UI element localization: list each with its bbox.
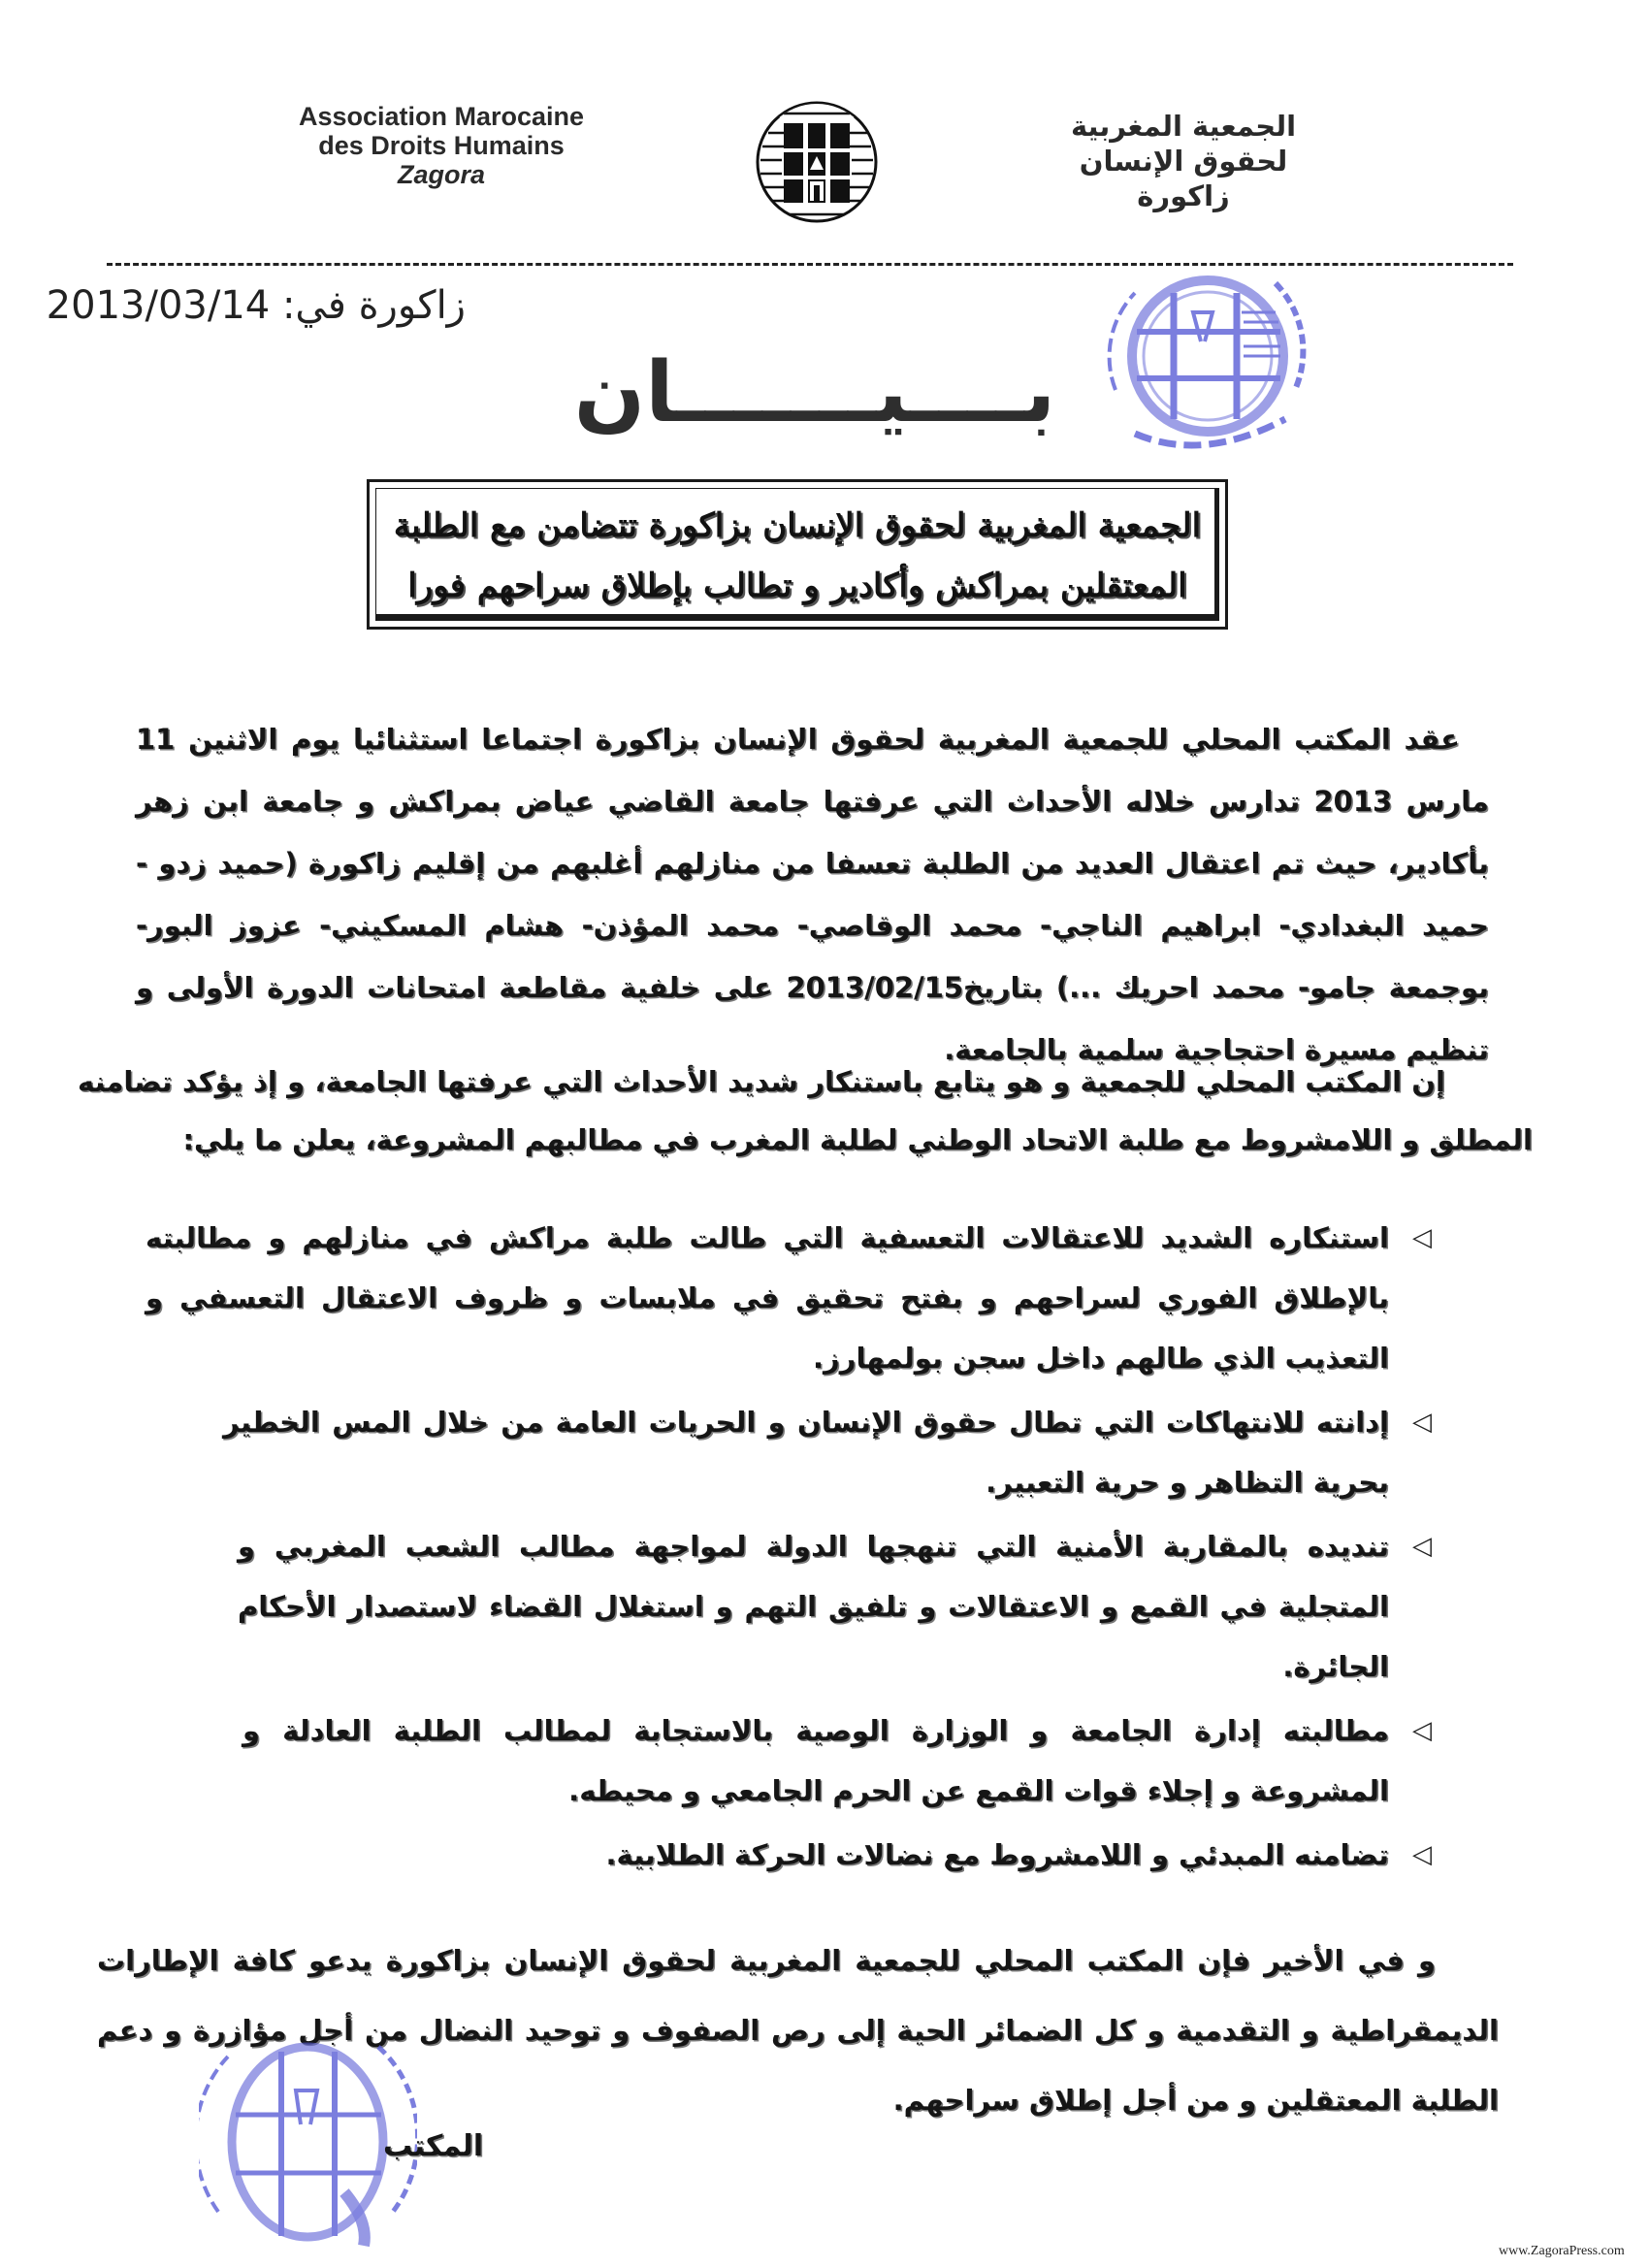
arrow-bullet-icon: ◁ (1412, 1223, 1432, 1252)
paragraph-position (78, 1053, 1533, 1169)
org-city-fr: Zagora (397, 160, 486, 189)
date-line (46, 283, 466, 328)
document-title: بــــيـــــــان (573, 344, 1056, 441)
demands-list (146, 1208, 1436, 1889)
arrow-bullet-icon: ◁ (1412, 1840, 1432, 1869)
paragraph-intro (136, 708, 1489, 1081)
header-french (272, 102, 611, 189)
list-item (238, 1516, 1436, 1697)
header-arabic (1028, 109, 1339, 213)
headline-line1: الجمعية المغربية لحقوق الإنسان بزاكورة تتضامن مع الطلبة (393, 506, 1202, 545)
arrow-bullet-icon: ◁ (1412, 1716, 1432, 1745)
list-item-text: تنديده بالمقاربة الأمنية التي تنهجها الدولة لمواجهة مطالب الشعب المغربي و المتجلية في القمع و الاعتقالات و تلفيق التهم و استغلال القضاء لاستصدار الأحكام الجائرة. (238, 1530, 1389, 1683)
list-item (417, 1825, 1436, 1885)
signature: المكتب (383, 2129, 484, 2163)
list-item (146, 1208, 1436, 1388)
org-name-ar-line1: الجمعية المغربية (1070, 110, 1297, 143)
list-item (242, 1701, 1436, 1821)
date-label: زاكورة في: (281, 283, 466, 328)
headline-box (367, 479, 1228, 630)
org-name-fr-line2: des Droits Humains (318, 131, 565, 160)
org-name-fr-line1: Association Marocaine (298, 102, 585, 131)
list-item-text: مطالبته إدارة الجامعة و الوزارة الوصية بالاستجابة لمطالب الطلبة العادلة و المشروعة و إجلاء قوات القمع عن الحرم الجامعي و محيطه. (242, 1714, 1389, 1807)
official-stamp-icon (1077, 254, 1348, 458)
arrow-bullet-icon: ◁ (1412, 1408, 1432, 1437)
headline-line2: المعتقلين بمراكش وأكادير و تطالب بإطلاق سراحهم فورا (407, 567, 1187, 605)
amdh-logo-icon (755, 100, 879, 224)
arrow-bullet-icon: ◁ (1412, 1532, 1432, 1561)
list-item-text: تضامنه المبدئي و اللامشروط مع نضالات الحركة الطلابية. (605, 1838, 1389, 1871)
paragraph-position-text: إن المكتب المحلي للجمعية و هو يتابع باستنكار شديد الأحداث التي عرفتها الجامعة، و إذ يؤكد تضامنه المطلق و اللامشروط مع طلبة الاتحاد الوطني لطلبة المغرب في مطالبهم المشروعة، يعلن ما يلي: (78, 1065, 1533, 1156)
headline-text (370, 496, 1225, 616)
watermark: www.ZagoraPress.com (1499, 2244, 1625, 2258)
list-item-text: إدانته للانتهاكات التي تطال حقوق الإنسان و الحريات العامة من خلال المس الخطير بحرية التظاهر و حرية التعبير. (223, 1406, 1389, 1499)
paragraph-intro-text: عقد المكتب المحلي للجمعية المغربية لحقوق الإنسان بزاكورة اجتماعا استثنائيا يوم الاثنين 11 مارس 2013 تدارس خلاله الأحداث التي عرفتها جامعة القاضي عياض بمراكش و جامعة ابن زهر بأكادير، حيث تم اعتقال العديد من الطلبة تعسفا من منازلهم أغلبهم من إقليم زاكورة (حميد زدو - حميد البغدادي- ابراهيم الناجي- محمد الوقاصي- محمد المؤذن- هشام المسكيني- عزوز البور- بوجمعة جامو- محمد احريك ...) بتاريخ2013/02/15 على خلفية مقاطعة امتحانات الدورة الأولى و تنظيم مسيرة احتجاجية سلمية بالجامعة. (136, 723, 1490, 1066)
list-item-text: استنكاره الشديد للاعتقالات التعسفية التي طالت طلبة مراكش في منازلهم و مطالبته بالإطلاق الفوري لسراحهم و بفتح تحقيق في ملابسات و ظروف الاعتقال التعسفي و التعذيب الذي طالهم داخل سجن بولمهارز. (146, 1221, 1389, 1375)
paragraph-closing-text: و في الأخير فإن المكتب المحلي للجمعية المغربية لحقوق الإنسان بزاكورة يدعو كافة الإطارات الديمقراطية و التقدمية و كل الضمائر الحية إلى رص الصفوف و توحيد النضال من أجل مؤازرة و دعم الطلبة المعتقلين و من أجل إطلاق سراحهم. (97, 1944, 1499, 2117)
org-city-ar: زاكورة (1137, 179, 1230, 212)
date-value: 2013/03/14 (46, 283, 271, 328)
list-item (223, 1392, 1436, 1512)
org-name-ar-line2: لحقوق الإنسان (1079, 145, 1288, 178)
